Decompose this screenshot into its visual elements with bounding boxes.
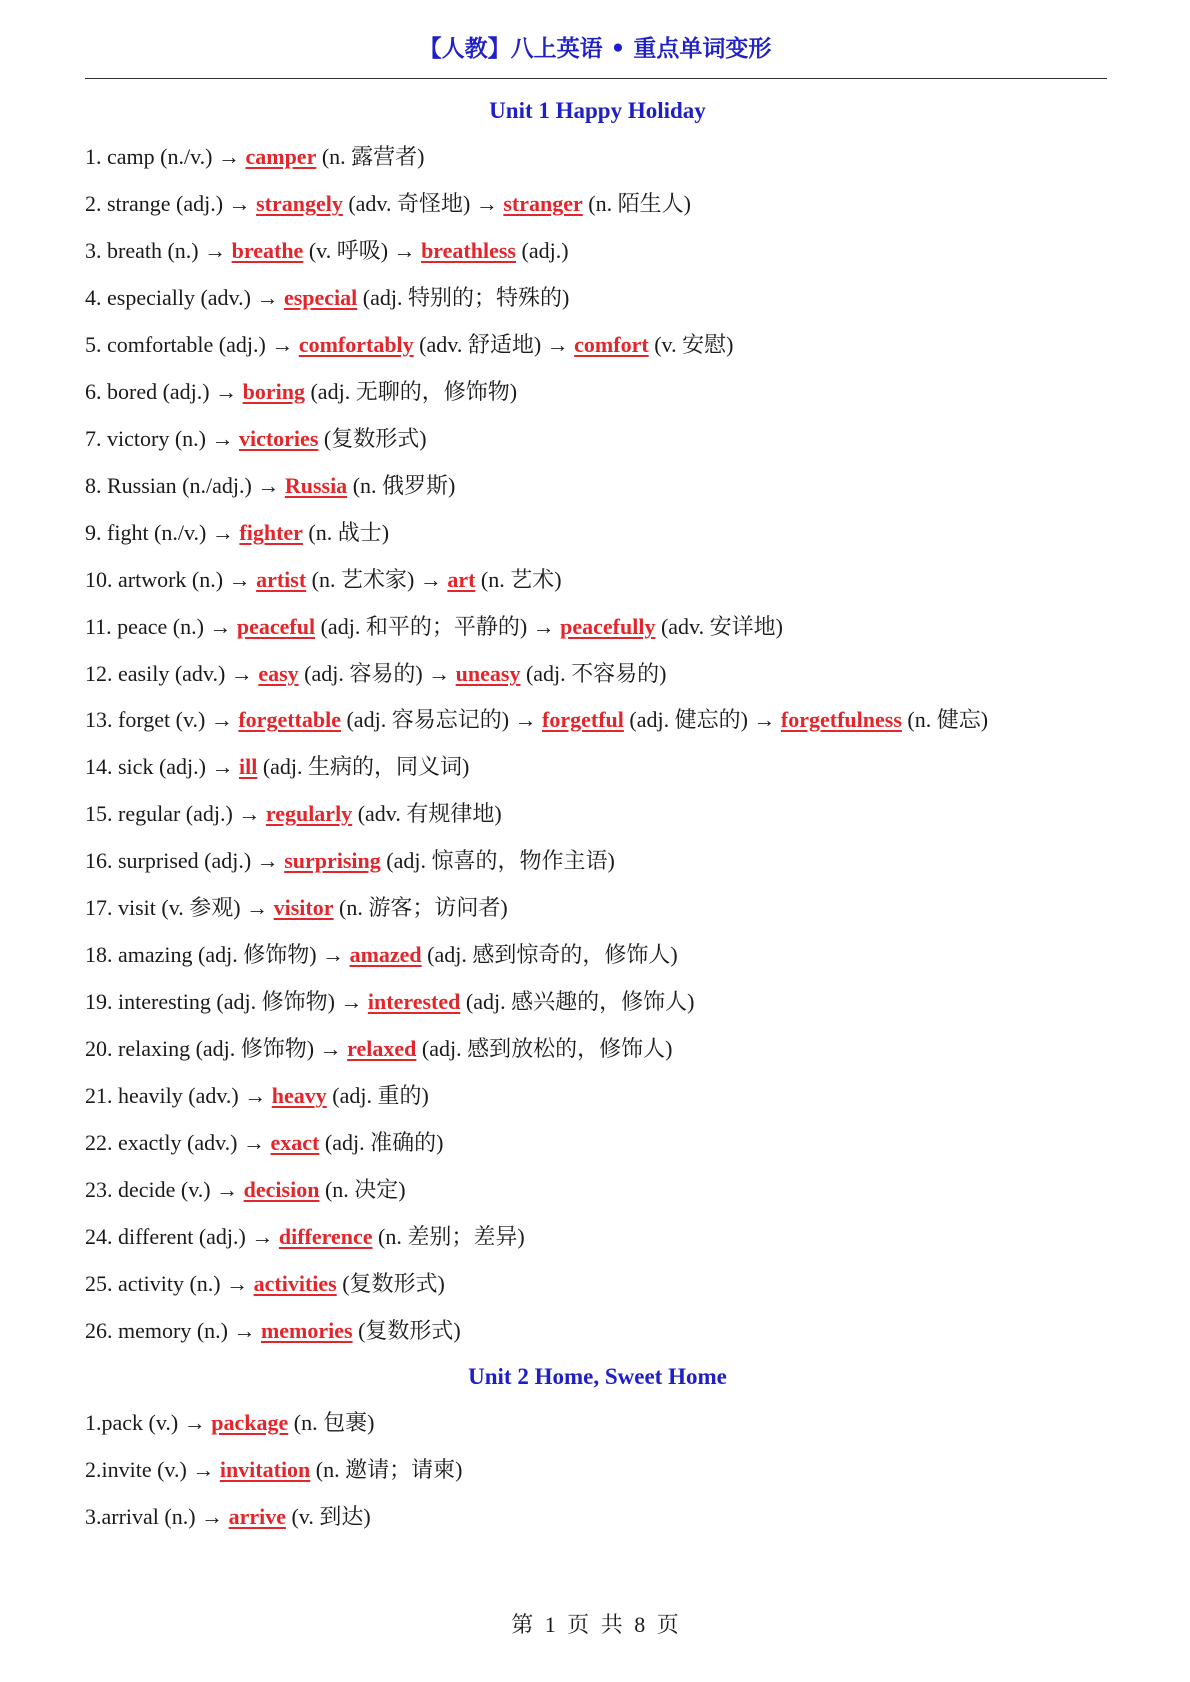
entry-text: 25. activity (n.) → <box>85 1271 254 1296</box>
answer-word: forgetful <box>542 707 624 732</box>
entry-text: 16. surprised (adj.) → <box>85 848 285 873</box>
answer-word: forgetfulness <box>780 707 902 732</box>
word-entry <box>85 790 1110 837</box>
entry-text: (n. 包裹) <box>288 1410 375 1435</box>
word-entry <box>85 1025 1110 1072</box>
entry-text: (n. 艺术) <box>475 567 562 592</box>
answer-word: difference <box>278 1224 373 1249</box>
entry-text: 13. forget (v.) → <box>85 707 239 732</box>
word-entry <box>85 274 1110 321</box>
answer-word: forgettable <box>238 707 341 732</box>
entry-text: (adj.) <box>516 238 569 263</box>
answer-word: visitor <box>273 895 334 920</box>
word-entry <box>85 1166 1110 1213</box>
word-entry <box>85 227 1110 274</box>
entry-text: 8. Russian (n./adj.) → <box>85 473 285 498</box>
entry-text: 14. sick (adj.) → <box>85 754 239 779</box>
entry-text: (adv. 奇怪地) → <box>342 191 504 216</box>
answer-word: strangely <box>256 191 343 216</box>
answer-word: easy <box>258 661 299 686</box>
entry-text: 1. camp (n./v.) → <box>85 144 246 169</box>
word-entry <box>85 650 1110 697</box>
answer-word: stranger <box>503 191 583 216</box>
word-entry <box>85 884 1110 931</box>
word-entry <box>85 133 1110 180</box>
word-entry <box>85 368 1110 415</box>
answer-word: regularly <box>265 801 353 826</box>
answer-word: breathe <box>231 238 304 263</box>
entry-text: 2. strange (adj.) → <box>85 191 257 216</box>
entry-text: (n. 游客；访问者) <box>333 895 508 920</box>
entry-text: 18. amazing (adj. 修饰物) → <box>85 942 350 967</box>
word-entry <box>85 1493 1110 1540</box>
entry-text: 12. easily (adv.) → <box>85 661 259 686</box>
document-title: 【人教】八上英语 • 重点单词变形 <box>418 36 772 62</box>
word-entry <box>85 1307 1110 1354</box>
word-entry <box>85 931 1110 978</box>
word-entry <box>85 509 1110 556</box>
answer-word: activities <box>253 1271 337 1296</box>
word-entry <box>85 321 1110 368</box>
answer-word: peaceful <box>236 614 316 639</box>
entry-text: (adj. 感到惊奇的，修饰人) <box>421 942 678 967</box>
entry-text: 3.arrival (n.) → <box>85 1504 229 1529</box>
entry-text: 23. decide (v.) → <box>85 1177 244 1202</box>
answer-word: heavy <box>271 1083 327 1108</box>
word-entry <box>85 415 1110 462</box>
entry-text: 17. visit (v. 参观) → <box>85 895 274 920</box>
entry-text: (v. 安慰) <box>648 332 734 357</box>
word-entry <box>85 1213 1110 1260</box>
entry-text: (adj. 不容易的) <box>520 661 667 686</box>
entry-text: (v. 到达) <box>285 1504 371 1529</box>
entry-text: 7. victory (n.) → <box>85 426 239 451</box>
entry-text: (adv. 有规律地) <box>352 801 502 826</box>
page-number-footer: 第 1 页 共 8 页 <box>511 1612 679 1637</box>
entry-text: 6. bored (adj.) → <box>85 379 243 404</box>
entry-text: 15. regular (adj.) → <box>85 801 266 826</box>
entry-text: (adj. 容易的) → <box>298 661 456 686</box>
entry-text: (n. 露营者) <box>316 144 425 169</box>
answer-word: victories <box>238 426 319 451</box>
entry-list <box>85 1399 1110 1540</box>
answer-word: package <box>211 1410 289 1435</box>
entry-text: (adj. 健忘的) → <box>623 707 781 732</box>
answer-word: exact <box>270 1130 320 1155</box>
entry-text: (adj. 和平的；平静的) → <box>315 614 561 639</box>
answer-word: amazed <box>349 942 422 967</box>
entry-text: (n. 艺术家) → <box>306 567 448 592</box>
answer-word: art <box>447 567 476 592</box>
entry-text: (adj. 惊喜的，物作主语) <box>380 848 615 873</box>
answer-word: surprising <box>284 848 381 873</box>
entry-text: (n. 俄罗斯) <box>347 473 456 498</box>
entry-text: 24. different (adj.) → <box>85 1224 279 1249</box>
entry-text: 21. heavily (adv.) → <box>85 1083 272 1108</box>
entry-text: 10. artwork (n.) → <box>85 567 257 592</box>
word-entry <box>85 743 1110 790</box>
entry-text: (n. 决定) <box>319 1177 406 1202</box>
answer-word: invitation <box>219 1457 311 1482</box>
entry-text: 26. memory (n.) → <box>85 1318 261 1343</box>
answer-word: boring <box>242 379 305 404</box>
answer-word: comfortably <box>298 332 414 357</box>
answer-word: memories <box>260 1318 353 1343</box>
answer-word: camper <box>245 144 317 169</box>
answer-word: ill <box>238 754 258 779</box>
answer-word: comfort <box>574 332 649 357</box>
header-divider <box>85 78 1107 79</box>
entry-text: (adj. 准确的) <box>319 1130 444 1155</box>
unit-section <box>85 88 1110 1354</box>
entry-text: (adv. 舒适地) → <box>413 332 575 357</box>
entry-text: (n. 差别；差异) <box>372 1224 525 1249</box>
answer-word: breathless <box>421 238 516 263</box>
entry-text: (复数形式) <box>336 1271 445 1296</box>
answer-word: interested <box>367 989 461 1014</box>
unit-heading: Unit 2 Home, Sweet Home <box>468 1364 727 1389</box>
entry-text: 19. interesting (adj. 修饰物) → <box>85 989 368 1014</box>
entry-text: (n. 战士) <box>302 520 390 545</box>
answer-word: uneasy <box>455 661 521 686</box>
word-entry <box>85 1119 1110 1166</box>
entry-text: (v. 呼吸) → <box>303 238 422 263</box>
word-entry <box>85 1072 1110 1119</box>
entry-text: (n. 陌生人) <box>582 191 691 216</box>
answer-word: Russia <box>284 473 348 498</box>
answer-word: peacefully <box>560 614 656 639</box>
word-entry <box>85 180 1110 227</box>
entry-text: 3. breath (n.) → <box>85 238 232 263</box>
entry-text: (adj. 感到放松的，修饰人) <box>416 1036 673 1061</box>
word-entry <box>85 556 1110 603</box>
entry-text: (adj. 重的) <box>326 1083 429 1108</box>
word-entry <box>85 462 1110 509</box>
answer-word: relaxed <box>347 1036 417 1061</box>
word-entry <box>85 1260 1110 1307</box>
entry-text: (n. 健忘) <box>901 707 989 732</box>
entry-text: 11. peace (n.) → <box>85 614 237 639</box>
entry-text: (adj. 无聊的，修饰物) <box>304 379 518 404</box>
entry-text: 20. relaxing (adj. 修饰物) → <box>85 1036 348 1061</box>
entry-text: 1.pack (v.) → <box>85 1410 212 1435</box>
word-entry <box>85 837 1110 884</box>
entry-text: (adv. 安详地) <box>655 614 783 639</box>
word-entry <box>85 603 1110 650</box>
answer-word: artist <box>256 567 307 592</box>
unit-section <box>85 1354 1110 1540</box>
word-entry <box>85 697 1110 743</box>
answer-word: arrive <box>228 1504 286 1529</box>
answer-word: fighter <box>239 520 303 545</box>
entry-text: 2.invite (v.) → <box>85 1457 220 1482</box>
entry-text: (adj. 生病的，同义词) <box>257 754 470 779</box>
unit-heading: Unit 1 Happy Holiday <box>489 98 706 123</box>
answer-word: decision <box>243 1177 320 1202</box>
word-entry <box>85 1446 1110 1493</box>
document-body <box>85 88 1110 1540</box>
entry-text: (adj. 容易忘记的) → <box>340 707 543 732</box>
entry-text: (复数形式) <box>352 1318 461 1343</box>
answer-word: especial <box>283 285 358 310</box>
entry-text: 9. fight (n./v.) → <box>85 520 240 545</box>
entry-text: (adj. 特别的；特殊的) <box>357 285 570 310</box>
entry-list <box>85 133 1110 1354</box>
entry-text: 22. exactly (adv.) → <box>85 1130 271 1155</box>
word-entry <box>85 978 1110 1025</box>
word-entry <box>85 1399 1110 1446</box>
entry-text: (adj. 感兴趣的，修饰人) <box>460 989 695 1014</box>
entry-text: (复数形式) <box>318 426 427 451</box>
entry-text: (n. 邀请；请柬) <box>310 1457 463 1482</box>
entry-text: 4. especially (adv.) → <box>85 285 284 310</box>
entry-text: 5. comfortable (adj.) → <box>85 332 299 357</box>
